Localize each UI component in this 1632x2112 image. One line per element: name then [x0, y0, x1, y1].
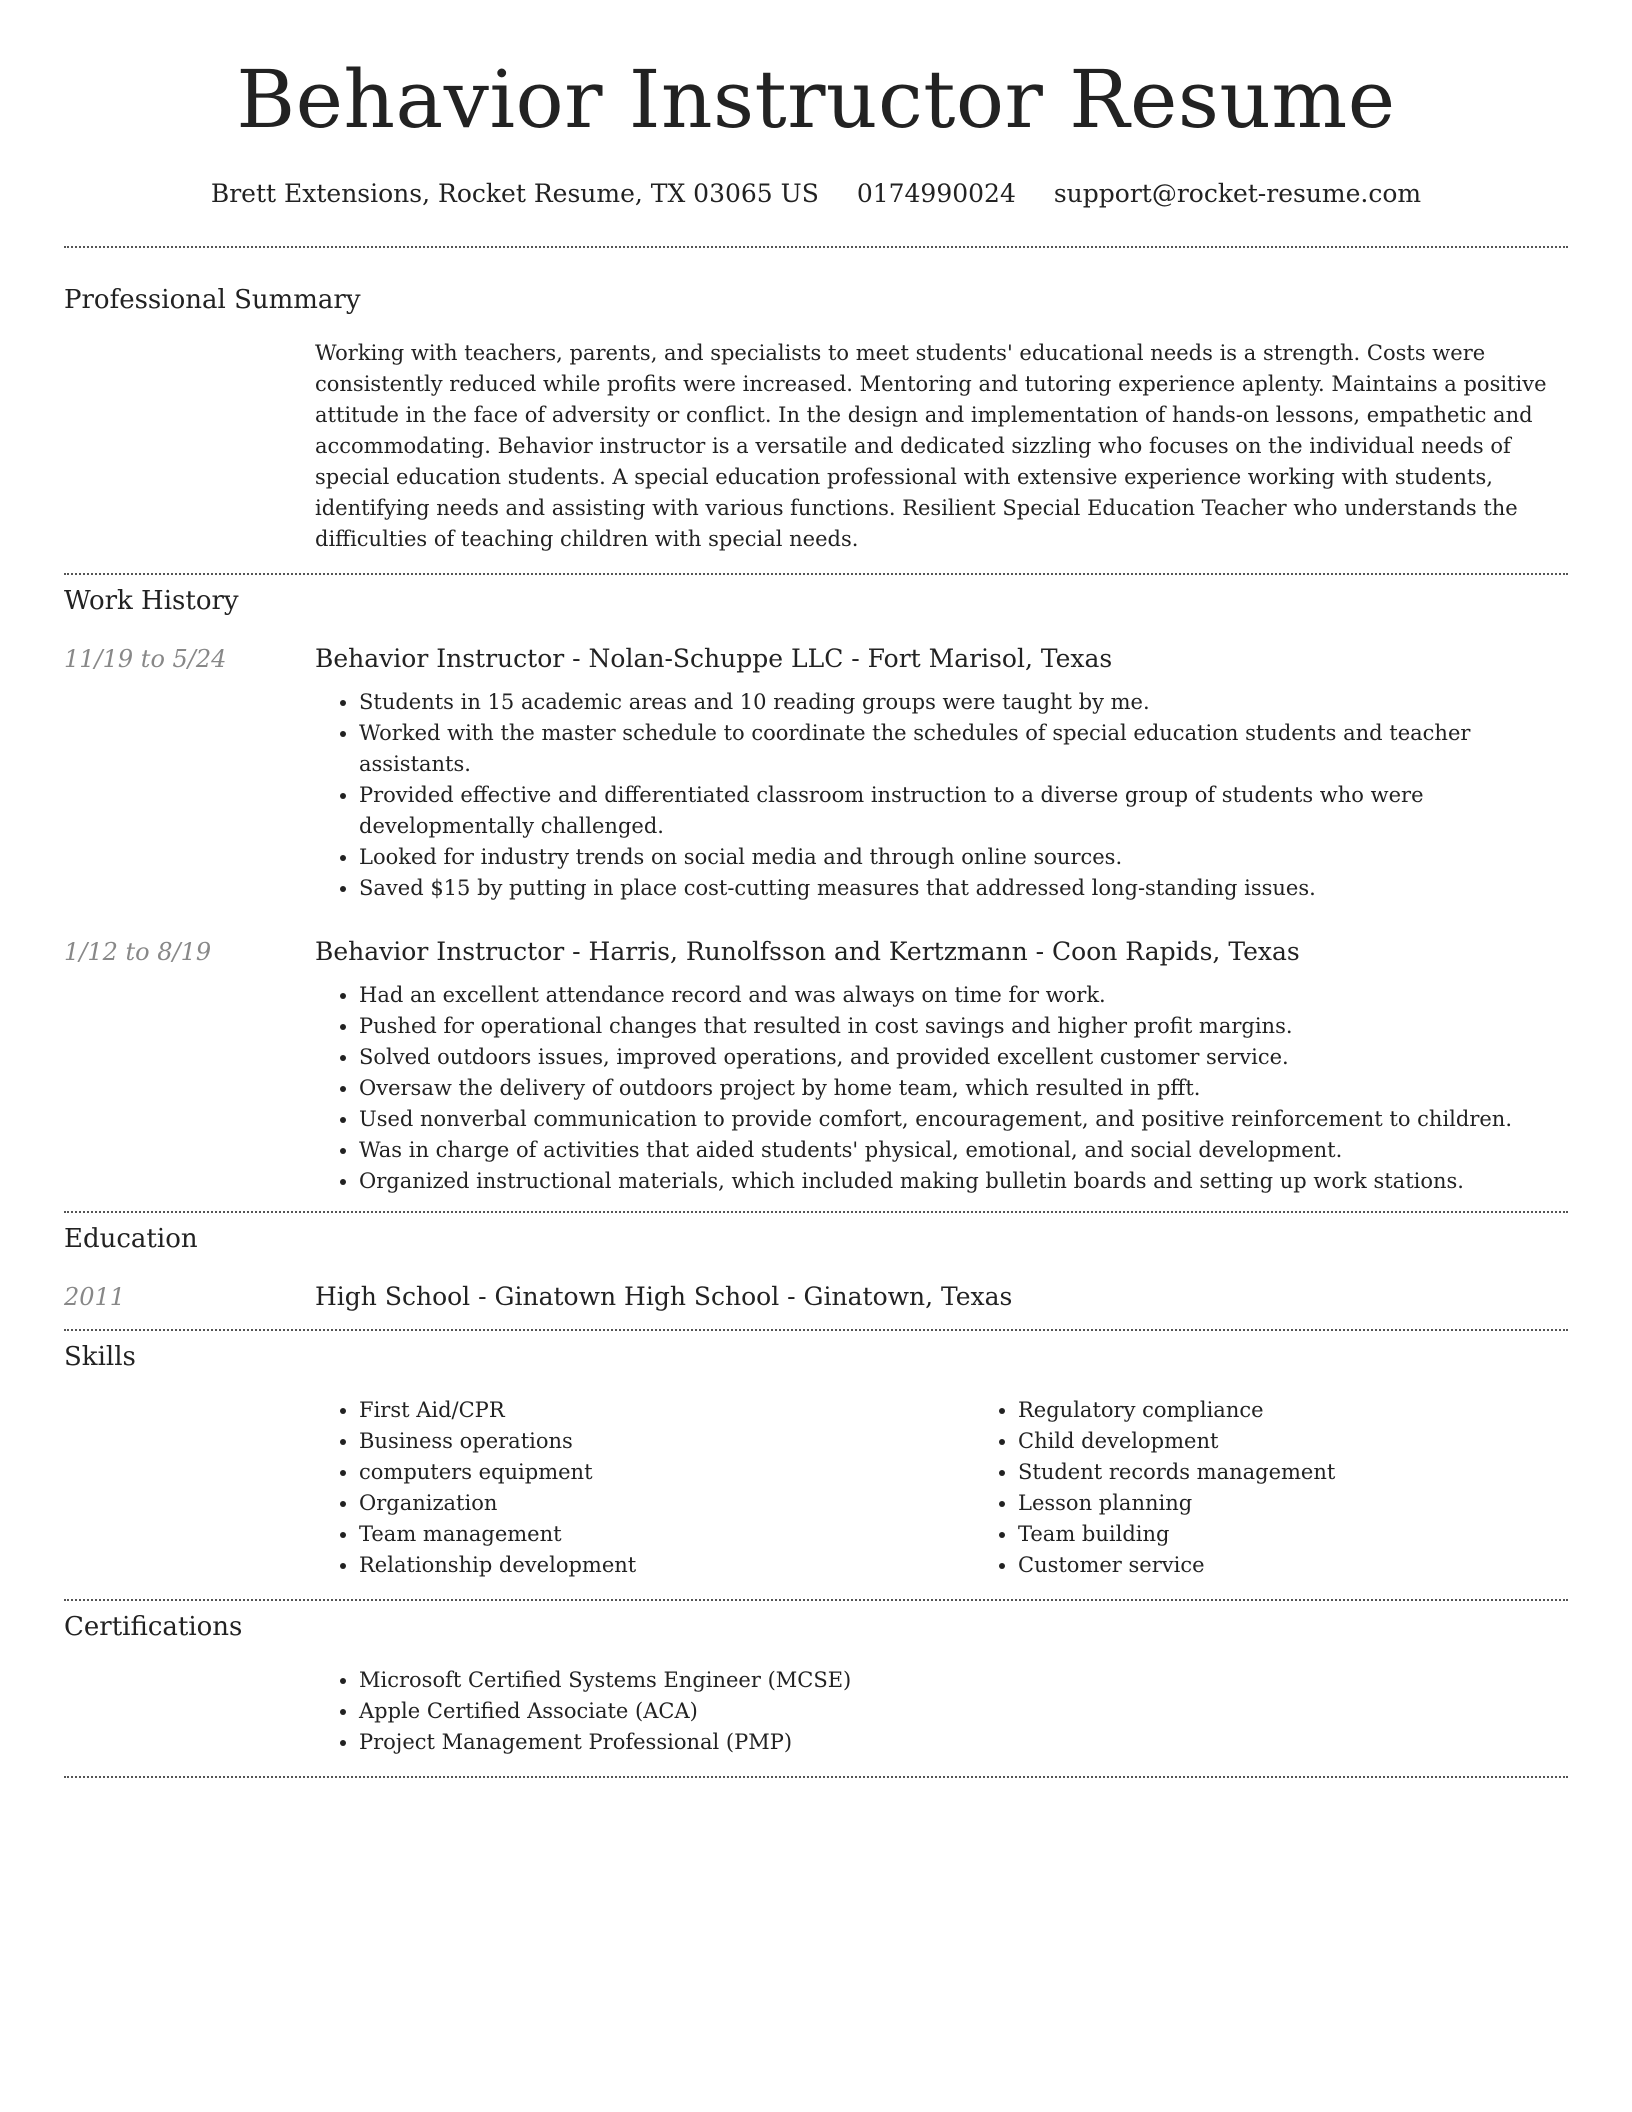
summary-heading: Professional Summary: [64, 285, 361, 315]
list-item: • Student records management: [1018, 1457, 1632, 1488]
job-entry: [64, 936, 1568, 1211]
certifications-heading: Certifications: [64, 1612, 243, 1642]
job-entry: [64, 643, 1568, 904]
list-item: • Team building: [1018, 1519, 1632, 1550]
work-history-heading: Work History: [64, 586, 239, 616]
list-item: • Was in charge of activities that aided students' physical, emotional, and social development.: [359, 1135, 1568, 1166]
list-item: • Organized instructional materials, which included making bulletin boards and setting up work stations.: [359, 1166, 1568, 1197]
certifications-section: [64, 1601, 1568, 1776]
skills-list-left: [315, 1395, 974, 1581]
list-item: • Pushed for operational changes that resulted in cost savings and higher profit margins.: [359, 1011, 1568, 1042]
list-item: • Project Management Professional (PMP): [359, 1727, 1568, 1758]
certifications-list: [315, 1665, 1568, 1758]
skills-grid: [315, 1395, 1632, 1581]
summary-section: [64, 248, 1568, 573]
list-item: • Microsoft Certified Systems Engineer (MCSE): [359, 1665, 1568, 1696]
list-item: • First Aid/CPR: [359, 1395, 974, 1426]
contact-line: [64, 178, 1568, 210]
job-bullets: [315, 980, 1568, 1197]
list-item: • Regulatory compliance: [1018, 1395, 1632, 1426]
job-title: Behavior Instructor - Nolan-Schuppe LLC - Fort Marisol, Texas: [315, 644, 1113, 673]
education-section: [64, 1213, 1568, 1329]
education-entry: [64, 1281, 1568, 1313]
list-item: • Lesson planning: [1018, 1488, 1632, 1519]
resume-title: Behavior Instructor Resume: [236, 53, 1396, 146]
list-item: • Saved $15 by putting in place cost-cutting measures that addressed long-standing issues.: [359, 873, 1568, 904]
contact-email: support@rocket-resume.com: [1053, 179, 1422, 208]
skills-section: [64, 1331, 1568, 1599]
work-history-section: [64, 575, 1568, 1211]
list-item: • Students in 15 academic areas and 10 reading groups were taught by me.: [359, 687, 1568, 718]
job-title: Behavior Instructor - Harris, Runolfsson and Kertzmann - Coon Rapids, Texas: [315, 937, 1300, 966]
contact-address: Brett Extensions, Rocket Resume, TX 03065 US: [210, 179, 819, 208]
job-bullets: [315, 687, 1568, 904]
list-item: • Had an excellent attendance record and was always on time for work.: [359, 980, 1568, 1011]
divider: [64, 1776, 1568, 1778]
list-item: • Worked with the master schedule to coordinate the schedules of special education students and teacher assistants.: [359, 718, 1568, 780]
list-item: • Organization: [359, 1488, 974, 1519]
list-item: • Child development: [1018, 1426, 1632, 1457]
list-item: • Apple Certified Associate (ACA): [359, 1696, 1568, 1727]
list-item: • Team management: [359, 1519, 974, 1550]
list-item: • Business operations: [359, 1426, 974, 1457]
summary-text: Working with teachers, parents, and specialists to meet students' educational needs is a strength. Costs were consistently reduced while profits were increased. Mentoring and tutoring experience aplenty. Maintains a positive attitude in the face of adversity or conflict. In the design and implementation of hands-on lessons, empathetic and accommodating. Behavior instructor is a versatile and dedicated sizzling who focuses on the individual needs of special education students. A special education professional with extensive experience working with students, identifying needs and assisting with various functions. Resilient Special Education Teacher who understands the difficulties of teaching children with special needs.: [315, 341, 1547, 551]
education-heading: Education: [64, 1224, 198, 1254]
list-item: • Customer service: [1018, 1550, 1632, 1581]
job-dates: 1/12 to 8/19: [64, 938, 212, 966]
list-item: • Used nonverbal communication to provide comfort, encouragement, and positive reinforcement to children.: [359, 1104, 1568, 1135]
list-item: • Solved outdoors issues, improved operations, and provided excellent customer service.: [359, 1042, 1568, 1073]
education-year: 2011: [64, 1283, 126, 1311]
list-item: • Provided effective and differentiated classroom instruction to a diverse group of students who were developmentally challenged.: [359, 780, 1568, 842]
education-title: High School - Ginatown High School - Ginatown, Texas: [315, 1282, 1013, 1311]
skills-list-right: [974, 1395, 1632, 1581]
list-item: • Looked for industry trends on social media and through online sources.: [359, 842, 1568, 873]
job-dates: 11/19 to 5/24: [64, 645, 227, 673]
list-item: • Oversaw the delivery of outdoors project by home team, which resulted in pfft.: [359, 1073, 1568, 1104]
list-item: • Relationship development: [359, 1550, 974, 1581]
contact-phone: 0174990024: [856, 179, 1016, 208]
list-item: • computers equipment: [359, 1457, 974, 1488]
skills-heading: Skills: [64, 1342, 136, 1372]
